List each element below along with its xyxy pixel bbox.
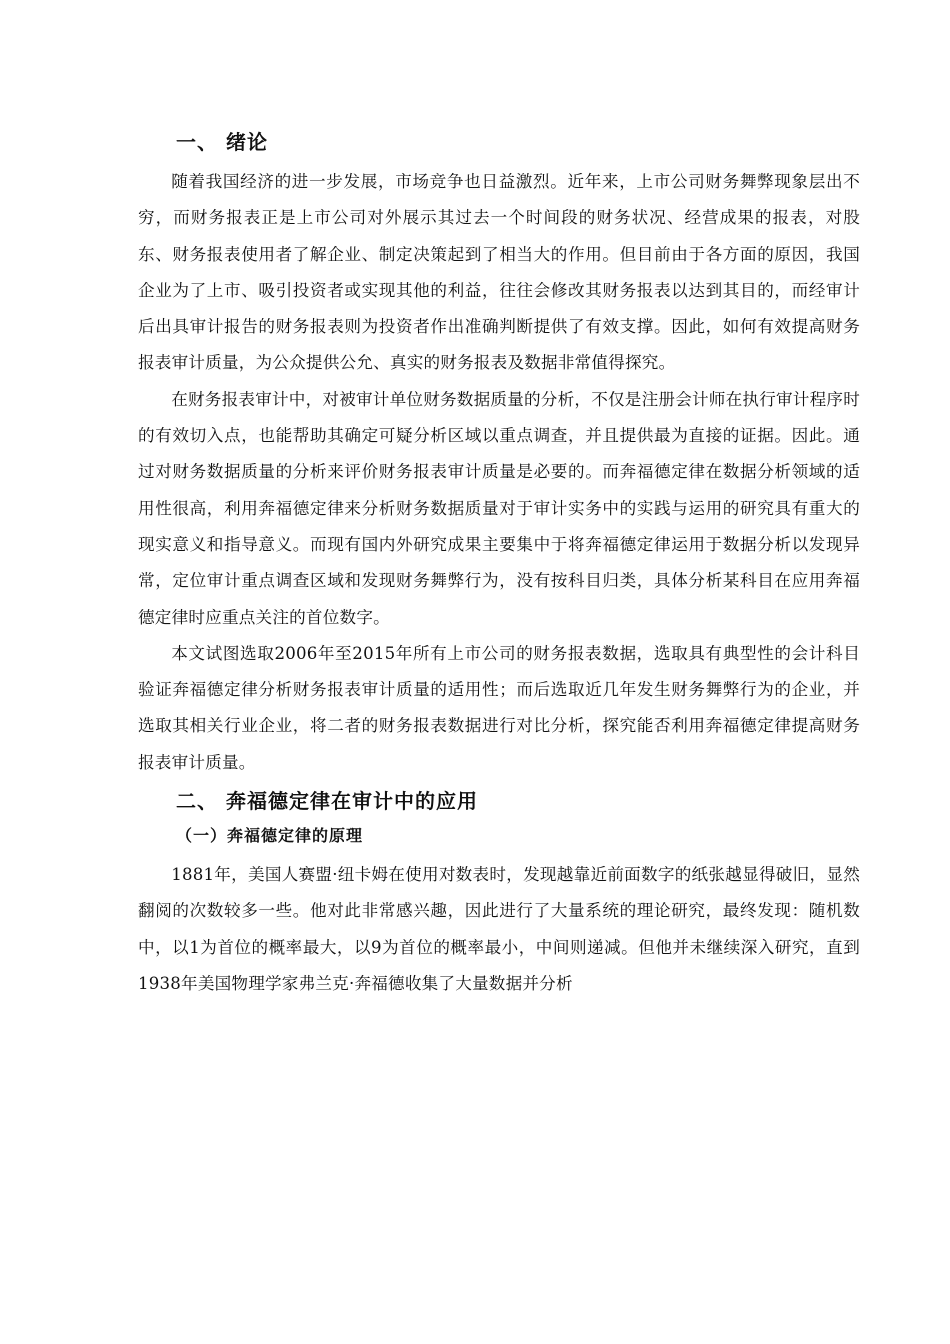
section-heading-intro: 一、 绪论 (176, 130, 268, 154)
paragraph-intro-2: 在财务报表审计中，对被审计单位财务数据质量的分析，不仅是注册会计师在执行审计程序时的有效切入点，也能帮助其确定可疑分析区域以重点调查，并且提供最为直接的证据。因此。通过对财务数据质量的分析来评价财务报表审计质量是必要的。而奔福德定律在数据分析领域的适用性很高，利用奔福德定律来分析财务数据质量对于审计实务中的实践与运用的研究具有重大的现实意义和指导意义。而现有国内外研究成果主要集中于将奔福德定律运用于数据分析以发现异常，定位审计重点调查区域和发现财务舞弊行为，没有按科目归类，具体分析某科目在应用奔福德定律时应重点关注的首位数字。 (138, 389, 860, 627)
document-page (138, 128, 860, 1002)
subsection-heading-principle: （一）奔福德定律的原理 (176, 826, 364, 846)
paragraph-principle-1: 1881年，美国人赛盟·纽卡姆在使用对数表时，发现越靠近前面数字的纸张越显得破旧，显然翻阅的次数较多一些。他对此非常感兴趣，因此进行了大量系统的理论研究，最终发现：随机数中，以1为首位的概率最大，以9为首位的概率最小，中间则递减。但他并未继续深入研究，直到1938年美国物理学家弗兰克·奔福德收集了大量数据并分析 (138, 865, 860, 993)
paragraph-intro-1: 随着我国经济的进一步发展，市场竞争也日益激烈。近年来，上市公司财务舞弊现象层出不穷，而财务报表正是上市公司对外展示其过去一个时间段的财务状况、经营成果的报表，对股东、财务报表使用者了解企业、制定决策起到了相当大的作用。但目前由于各方面的原因，我国企业为了上市、吸引投资者或实现其他的利益，往往会修改其财务报表以达到其目的，而经审计后出具审计报告的财务报表则为投资者作出准确判断提供了有效支撑。因此，如何有效提高财务报表审计质量，为公众提供公允、真实的财务报表及数据非常值得探究。 (138, 172, 860, 373)
paragraph-intro-3: 本文试图选取2006年至2015年所有上市公司的财务报表数据，选取具有典型性的会计科目验证奔福德定律分析财务报表审计质量的适用性；而后选取近几年发生财务舞弊行为的企业，并选取其相关行业企业，将二者的财务报表数据进行对比分析，探究能否利用奔福德定律提高财务报表审计质量。 (138, 643, 860, 772)
section-heading-benford: 二、 奔福德定律在审计中的应用 (176, 789, 478, 814)
